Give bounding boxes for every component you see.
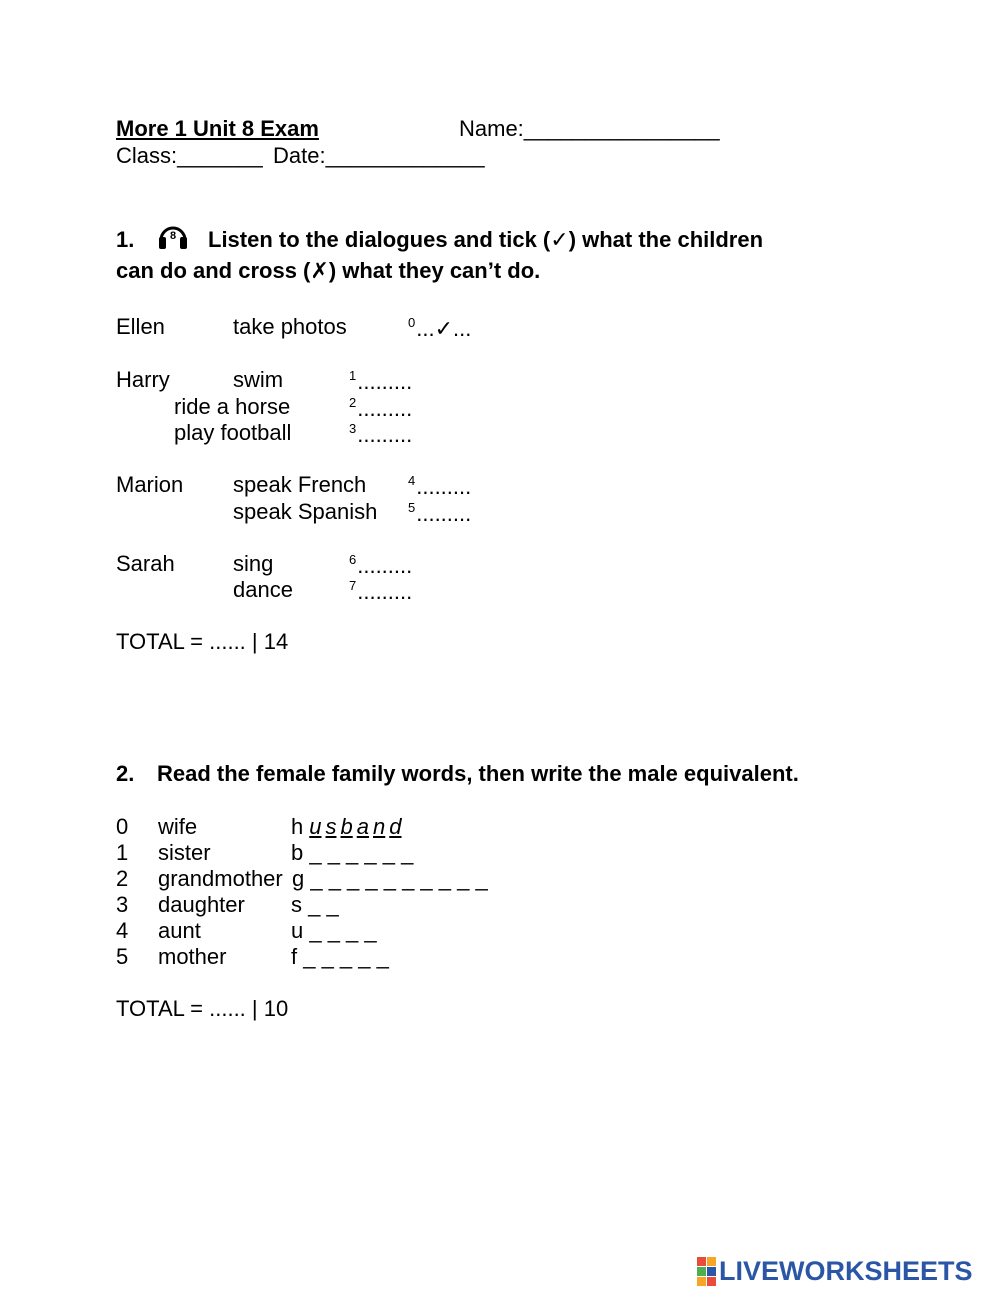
headphones-icon <box>157 222 189 250</box>
example-answer: h u s b a n d <box>291 814 402 839</box>
activity: take photos <box>233 314 347 339</box>
activity: swim <box>233 367 284 392</box>
answer-slot[interactable]: $^4$......... <box>408 473 472 499</box>
female-word: daughter <box>158 892 245 917</box>
female-word: aunt <box>158 918 201 943</box>
child-name: Marion <box>116 472 184 497</box>
section2-number: 2. <box>116 761 135 786</box>
brand-name: LIVEWORKSHEETS <box>719 1256 973 1286</box>
female-word: grandmother <box>158 866 283 891</box>
exam-title: More 1 Unit 8 Exam <box>116 116 319 141</box>
name-field[interactable]: Name:________________ <box>459 116 720 141</box>
answer-slot[interactable]: $^1$......... <box>349 368 413 394</box>
item-number: 4 <box>116 918 129 943</box>
item-number: 2 <box>116 866 129 891</box>
answer-blanks[interactable]: s _ _ <box>291 892 339 917</box>
item-number: 3 <box>116 892 129 917</box>
child-name: Ellen <box>116 314 165 339</box>
child-name: Sarah <box>116 551 175 576</box>
answer-blanks[interactable]: g _ _ _ _ _ _ _ _ _ _ <box>292 866 488 891</box>
answer-slot[interactable]: $^3$......... <box>349 421 413 447</box>
female-word: wife <box>158 814 198 839</box>
item-number: 0 <box>116 814 129 839</box>
item-number: 1 <box>116 840 129 865</box>
child-name: Harry <box>116 367 170 392</box>
section1-total: TOTAL = ...... | 14 <box>116 629 289 654</box>
activity: play football <box>174 420 292 445</box>
date-field[interactable]: Date:_____________ <box>273 143 485 168</box>
answer-slot[interactable]: $^6$......... <box>349 552 413 578</box>
section2-instruction: Read the female family words, then write the male equivalent. <box>157 761 799 786</box>
activity: dance <box>233 577 293 602</box>
answer-blanks[interactable]: b _ _ _ _ _ _ <box>291 840 414 865</box>
activity: speak French <box>233 472 367 497</box>
audio-track-number: 8 <box>169 230 177 242</box>
section1-instruction-line2: can do and cross (✗) what they can’t do. <box>116 258 541 283</box>
activity: speak Spanish <box>233 499 378 524</box>
activity: sing <box>233 551 274 576</box>
answer-slot[interactable]: $^7$......... <box>349 578 413 604</box>
liveworksheets-logo <box>697 1256 973 1287</box>
answer-slot[interactable]: $^2$......... <box>349 395 413 421</box>
female-word: mother <box>158 944 227 969</box>
answer-blanks[interactable]: u _ _ _ _ <box>291 918 377 943</box>
answer-slot[interactable]: $^5$......... <box>408 500 472 526</box>
logo-icon <box>697 1257 716 1286</box>
activity: ride a horse <box>174 394 291 419</box>
section2-total: TOTAL = ...... | 10 <box>116 996 289 1021</box>
item-number: 5 <box>116 944 129 969</box>
answer-blanks[interactable]: f _ _ _ _ _ <box>291 944 389 969</box>
section1-instruction-line1: Listen to the dialogues and tick (✓) what the children <box>208 227 764 252</box>
female-word: sister <box>158 840 211 865</box>
class-field[interactable]: Class:_______ <box>116 143 263 168</box>
answer-slot: $^0$...✓... <box>408 315 472 341</box>
section1-number: 1. <box>116 227 135 252</box>
